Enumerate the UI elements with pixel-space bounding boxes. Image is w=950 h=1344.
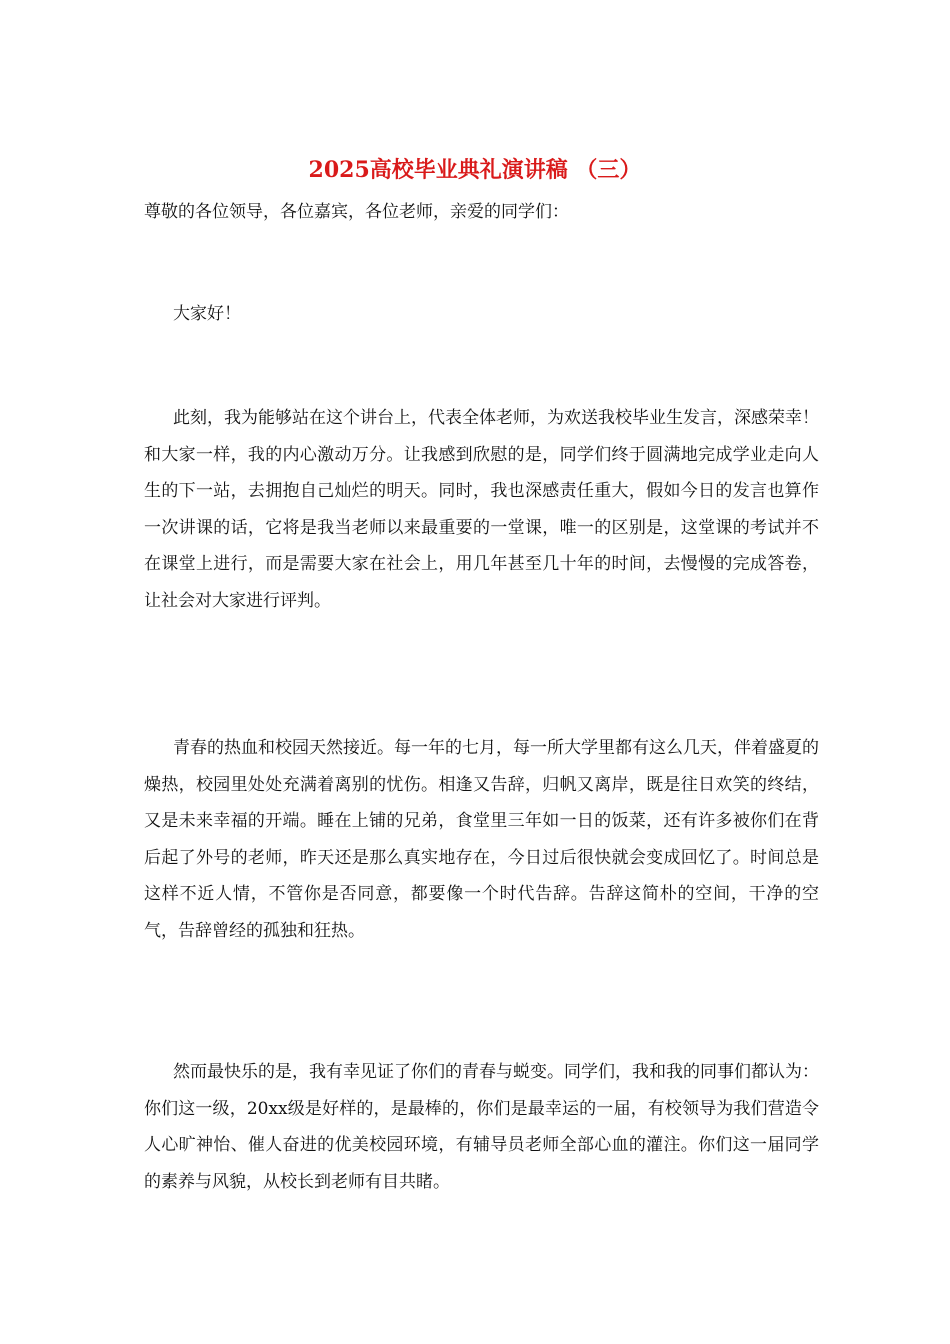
paragraph-3: 然而最快乐的是，我有幸见证了你们的青春与蜕变。同学们，我和我的同事们都认为：你们这一级，20xx级是好样的，是最棒的，你们是最幸运的一届，有校领导为我们营造令人心旷神怡、催人奋进的优美校园环境，有辅导员老师全部心血的灌注。你们这一届同学的素养与风貌，从校长到老师有目共睹。 — [144, 1062, 819, 1192]
greeting: 大家好！ — [173, 304, 241, 324]
paragraph-1: 此刻，我为能够站在这个讲台上，代表全体老师，为欢送我校毕业生发言，深感荣幸！和大家一样，我的内心激动万分。让我感到欣慰的是，同学们终于圆满地完成学业走向人生的下一站，去拥抱自己灿烂的明天。同时，我也深感责任重大，假如今日的发言也算作一次讲课的话，它将是我当老师以来最重要的一堂课，唯一的区别是，这堂课的考试并不在课堂上进行，而是需要大家在社会上，用几年甚至几十年的时间，去慢慢的完成答卷，让社会对大家进行评判。 — [144, 408, 819, 611]
document-title: 2025高校毕业典礼演讲稿 （三） — [308, 157, 642, 183]
paragraph-2: 青春的热血和校园天然接近。每一年的七月，每一所大学里都有这么几天，伴着盛夏的燥热，校园里处处充满着离别的忧伤。相逢又告辞，归帆又离岸，既是往日欢笑的终结，又是未来幸福的开端。睡在上铺的兄弟，食堂里三年如一日的饭菜，还有许多被你们在背后起了外号的老师，昨天还是那么真实地存在，今日过后很快就会变成回忆了。时间总是这样不近人情，不管你是否同意，都要像一个时代告辞。告辞这简朴的空间，干净的空气，告辞曾经的孤独和狂热。 — [144, 738, 819, 941]
salutation: 尊敬的各位领导，各位嘉宾，各位老师，亲爱的同学们： — [144, 202, 569, 222]
